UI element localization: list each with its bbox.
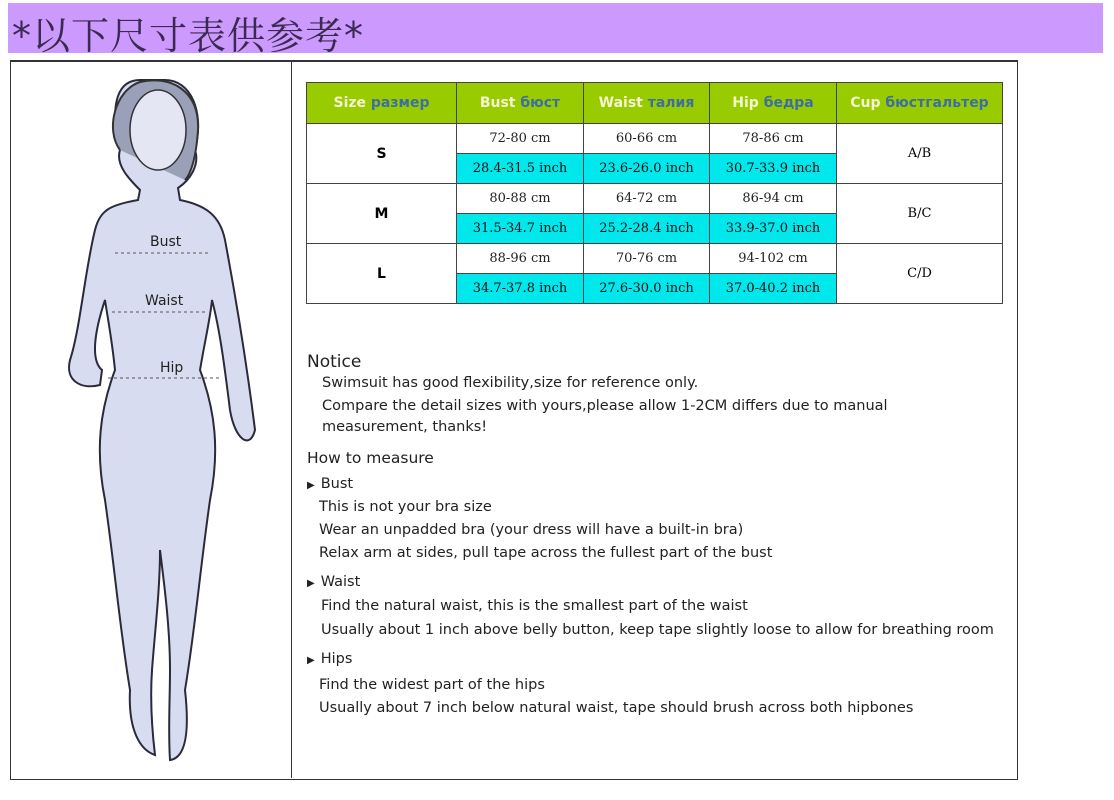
triangle-icon: ▶	[307, 655, 315, 666]
bust-line: Relax arm at sides, pull tape across the fullest part of the bust	[319, 545, 773, 561]
hip-cm-cell: 86-94 cm	[710, 184, 837, 214]
bust-line: This is not your bra size	[319, 499, 492, 515]
hip-inch-cell: 30.7-33.9 inch	[710, 154, 837, 184]
hip-cm-cell: 94-102 cm	[710, 244, 837, 274]
cup-cell: A/B	[837, 124, 1003, 184]
cup-cell: B/C	[837, 184, 1003, 244]
body-figure	[20, 70, 280, 770]
notice-line: Swimsuit has good flexibility,size for reference only.	[322, 375, 699, 391]
bust-inch-cell: 28.4-31.5 inch	[457, 154, 584, 184]
waist-cm-cell: 60-66 cm	[584, 124, 710, 154]
size-cell: M	[307, 184, 457, 244]
waist-inch-cell: 25.2-28.4 inch	[584, 214, 710, 244]
triangle-icon: ▶	[307, 480, 315, 491]
header-size: Size размер	[307, 83, 457, 124]
waist-cm-cell: 70-76 cm	[584, 244, 710, 274]
waist-inch-cell: 27.6-30.0 inch	[584, 274, 710, 304]
notice-title: Notice	[307, 352, 362, 372]
bust-heading: ▶ Bust	[307, 476, 354, 492]
triangle-icon: ▶	[307, 578, 315, 589]
bust-cm-cell: 88-96 cm	[457, 244, 584, 274]
bust-inch-cell: 31.5-34.7 inch	[457, 214, 584, 244]
hip-inch-cell: 37.0-40.2 inch	[710, 274, 837, 304]
hips-line: Find the widest part of the hips	[319, 677, 545, 693]
header-hip: Hip бедра	[710, 83, 837, 124]
waist-line: Usually about 1 inch above belly button, keep tape slightly loose to allow for breathing room	[321, 622, 994, 638]
size-cell: S	[307, 124, 457, 184]
bust-inch-cell: 34.7-37.8 inch	[457, 274, 584, 304]
waist-inch-cell: 23.6-26.0 inch	[584, 154, 710, 184]
hip-label: Hip	[160, 360, 184, 376]
bust-cm-cell: 80-88 cm	[457, 184, 584, 214]
header-waist: Waist талия	[584, 83, 710, 124]
table-header	[307, 83, 1003, 124]
bust-label: Bust	[150, 234, 182, 250]
header-cup: Cup бюстгальтер	[837, 83, 1003, 124]
waist-heading: ▶ Waist	[307, 574, 361, 590]
hip-inch-cell: 33.9-37.0 inch	[710, 214, 837, 244]
banner-title: *以下尺寸表供参考*	[12, 14, 365, 58]
waist-label: Waist	[145, 293, 184, 309]
table-row	[307, 244, 1003, 274]
notice-line: Compare the detail sizes with yours,please allow 1-2CM differs due to manual	[322, 398, 888, 414]
waist-line: Find the natural waist, this is the smallest part of the waist	[321, 598, 748, 614]
header-bust: Bust бюст	[457, 83, 584, 124]
bust-line: Wear an unpadded bra (your dress will have a built-in bra)	[319, 522, 744, 538]
waist-cm-cell: 64-72 cm	[584, 184, 710, 214]
notice-line: measurement, thanks!	[322, 419, 488, 435]
cup-cell: C/D	[837, 244, 1003, 304]
title-banner	[8, 3, 1103, 58]
hip-cm-cell: 78-86 cm	[710, 124, 837, 154]
table-row	[307, 124, 1003, 154]
table-row	[307, 184, 1003, 214]
measure-title: How to measure	[307, 449, 434, 467]
hips-heading: ▶ Hips	[307, 651, 353, 667]
bust-cm-cell: 72-80 cm	[457, 124, 584, 154]
size-table	[306, 82, 1003, 304]
size-cell: L	[307, 244, 457, 304]
hips-line: Usually about 7 inch below natural waist, tape should brush across both hipbones	[319, 700, 914, 716]
divider	[291, 62, 292, 778]
